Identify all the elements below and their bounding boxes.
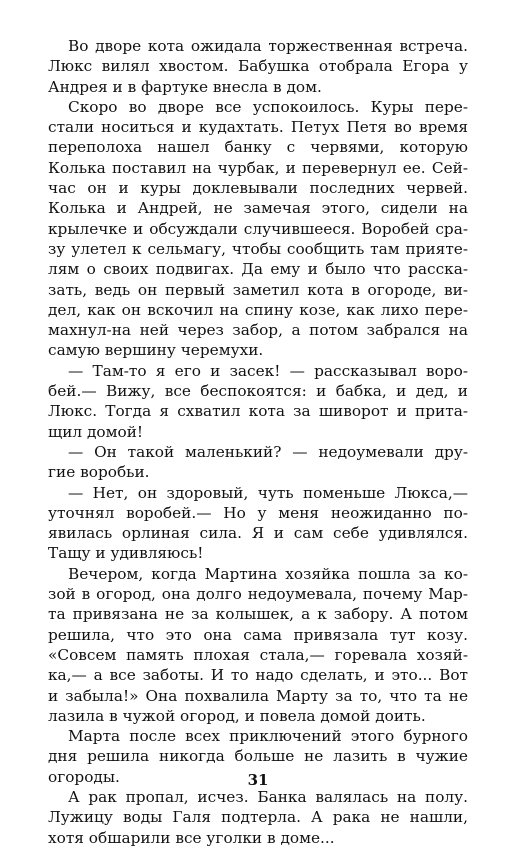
text-line: Марта после всех приключений этого бурного xyxy=(68,727,468,746)
text-line: переполоха нашел банку с червями, которую xyxy=(48,138,468,157)
text-line: Андрея и в фартуке внесла в дом. xyxy=(48,77,322,96)
text-line: — Он такой маленький? — недоумевали дру- xyxy=(68,442,468,461)
text-line: Лужицу воды Галя подтерла. А рака не нашли, xyxy=(48,808,468,827)
text-line: ка,— а все заботы. И то надо сделать, и это... Вот xyxy=(48,666,468,685)
text-line: Тащу и удивляюсь! xyxy=(48,544,204,563)
text-line: зать, ведь он первый заметил кота в огороде, ви- xyxy=(48,280,468,299)
text-line: та привязана не за колышек, а к забору. А потом xyxy=(48,605,468,624)
text-line: Люкс вилял хвостом. Бабушка отобрала Егора у xyxy=(48,57,468,76)
text-line: и забыла!» Она похвалила Марту за то, что та не xyxy=(48,686,468,705)
text-line: решила, что это она сама привязала тут козу. xyxy=(48,625,468,644)
text-line: уточнял воробей.— Но у меня неожиданно по- xyxy=(48,503,468,522)
page-number: 31 xyxy=(247,771,269,789)
text-line: — Там-то я его и засек! — рассказывал воро- xyxy=(68,361,468,380)
text-line: Колька и Андрей, не замечая этого, сидели на xyxy=(48,199,468,218)
text-line: — Нет, он здоровый, чуть поменьше Люкса,— xyxy=(68,483,468,502)
paragraph-2 xyxy=(48,97,468,361)
text-line: махнул-на ней через забор, а потом забрался на xyxy=(48,321,468,340)
text-line: А рак пропал, исчез. Банка валялась на полу. xyxy=(68,787,468,806)
text-line: самую вершину черемухи. xyxy=(48,341,264,360)
text-line: дел, как он вскочил на спину козе, как лихо пере- xyxy=(48,300,468,319)
text-line: Скоро во дворе все успокоилось. Куры пере- xyxy=(68,97,468,116)
text-line: Во дворе кота ожидала торжественная встреча. xyxy=(68,37,468,55)
text-line: крылечке и обсуждали случившееся. Воробей сра- xyxy=(48,219,468,238)
text-line: хотя обшарили все уголки в доме... xyxy=(48,828,335,847)
text-line: бей.— Вижу, все беспокоятся: и бабка, и дед, и xyxy=(48,382,468,401)
paragraph-6 xyxy=(48,564,468,726)
text-line: зой в огород, она долго недоумевала, почему Мар- xyxy=(48,585,468,604)
body-text xyxy=(48,36,468,848)
text-line: щил домой! xyxy=(48,422,144,441)
text-line: зу улетел к сельмагу, чтобы сообщить там прияте- xyxy=(48,239,468,258)
text-line: огороды. xyxy=(48,767,120,786)
text-line: Люкс. Тогда я схватил кота за шиворот и прита- xyxy=(48,402,468,421)
text-line: явилась орлиная сила. Я и сам себе удивлялся. xyxy=(48,524,468,543)
text-line: «Совсем память плохая стала,— горевала хозяй- xyxy=(48,645,468,664)
text-line: дня решила никогда больше не лазить в чужие xyxy=(48,747,468,766)
text-line: лазила в чужой огород, и повела домой доить. xyxy=(48,706,426,725)
text-line: стали носиться и кудахтать. Петух Петя во время xyxy=(48,118,468,137)
paragraph-3 xyxy=(48,361,468,442)
text-line: час он и куры доклевывали последних червей. xyxy=(48,179,468,198)
paragraph-5 xyxy=(48,483,468,564)
paragraph-8 xyxy=(48,787,468,848)
text-line: Колька поставил на чурбак, и перевернул ее. Сей- xyxy=(48,158,468,177)
text-line: Вечером, когда Мартина хозяйка пошла за ко- xyxy=(68,564,468,583)
paragraph-4 xyxy=(48,442,468,483)
paragraph-1 xyxy=(48,36,468,97)
text-line: гие воробьи. xyxy=(48,463,150,482)
book-page xyxy=(48,36,468,847)
text-line: лям о своих подвигах. Да ему и было что расска- xyxy=(48,260,468,279)
